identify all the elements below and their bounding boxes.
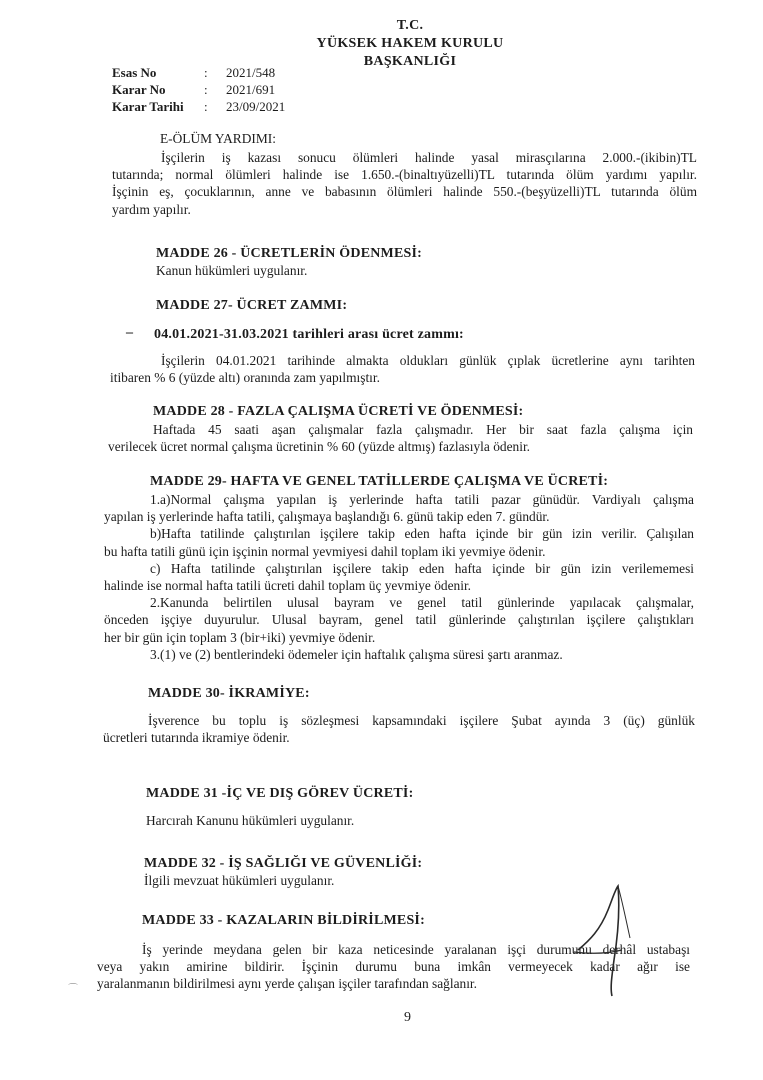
header-institution: YÜKSEK HAKEM KURULU — [316, 36, 504, 51]
meta-label: Karar No — [112, 82, 166, 97]
article-30-title: MADDE 30- İKRAMİYE: — [148, 686, 310, 701]
paragraph-line: 1.a)Normal çalışma yapılan iş yerlerinde hafta tatili pazar günüdür. Vardiyalı çalışma — [150, 492, 694, 507]
article-28-body — [108, 421, 693, 455]
meta-row-esas — [112, 64, 285, 81]
paragraph-line: ücretleri tutarında ikramiye ödenir. — [103, 730, 290, 746]
meta-row-karar-tarihi — [112, 98, 285, 115]
paragraph-line: veya yakın amirine bildirir. İşçinin durumu buna imkân vermeyecek kadar ağır ise — [97, 959, 690, 975]
paragraph-line: 2.Kanunda belirtilen ulusal bayram ve genel tatil günlerinde yapılacak çalışmalar, — [150, 595, 694, 611]
paragraph-line: İşçilerin 04.01.2021 tarihinde almakta oldukları günlük çıplak ücretlerine aynı tarihten — [161, 353, 695, 368]
article-31-title: MADDE 31 -İÇ VE DIŞ GÖREV ÜCRETİ: — [146, 786, 414, 801]
meta-value: 2021/548 — [226, 65, 276, 80]
section-e-body — [112, 149, 697, 218]
meta-colon: : — [204, 99, 208, 114]
paragraph-line: yardım yapılır. — [112, 201, 191, 217]
paragraph-line: itibaren % 6 (yüzde altı) oranında zam yapılmıştır. — [110, 370, 380, 386]
article-32-body: İlgili mevzuat hükümleri uygulanır. — [144, 873, 335, 888]
article-29-title: MADDE 29- HAFTA VE GENEL TATİLLERDE ÇALIŞMA VE ÜCRETİ: — [150, 474, 609, 489]
scan-mark: ⌒ — [68, 984, 78, 995]
article-31-body: Harcırah Kanunu hükümleri uygulanır. — [146, 813, 355, 828]
meta-colon: : — [204, 82, 208, 97]
meta-value: 2021/691 — [226, 82, 276, 97]
header-tc: T.C. — [396, 18, 424, 33]
article-28-title: MADDE 28 - FAZLA ÇALIŞMA ÜCRETİ VE ÖDENMESİ: — [153, 404, 524, 419]
paragraph-line: bu hafta tatili günü için işçinin normal yevmiyesi dahil toplam iki yevmiye ödenir. — [104, 543, 546, 559]
article-27-subtitle: 04.01.2021-31.03.2021 tarihleri arası ücret zammı: — [154, 327, 464, 342]
paragraph-line: halinde ise normal hafta tatili ücreti dahil toplam üç yevmiye ödenir. — [104, 578, 472, 594]
signature-mark — [560, 880, 670, 1000]
article-33-title: MADDE 33 - KAZALARIN BİLDİRİLMESİ: — [142, 913, 425, 928]
article-27-dash: – — [126, 325, 134, 340]
paragraph-line: 3.(1) ve (2) bentlerindeki ödemeler için haftalık çalışma süresi şartı aranmaz. — [150, 646, 563, 662]
paragraph-line: önceden işçiye duyurulur. Ulusal bayram, genel tatil günlerinde çalıştırılan işçilere çalıştıkları — [104, 612, 694, 628]
meta-label: Karar Tarihi — [112, 99, 184, 114]
paragraph-line: b)Hafta tatilinde çalıştırılan işçilere takip eden hafta içinde bir gün izin verilir. Çalışılan — [150, 526, 694, 542]
article-26-body: Kanun hükümleri uygulanır. — [156, 263, 308, 278]
paragraph-line: yapılan iş yerlerinde hafta tatili, çalışmaya başlandığı 6. günü takip eden 7. gündür. — [104, 509, 550, 525]
paragraph-line: İşçinin eş, çocuklarının, anne ve babasının ölümleri halinde 550.-(beşyüzelli)TL tutarında ölüm — [112, 184, 697, 200]
case-metadata — [112, 64, 285, 115]
article-27-title: MADDE 27- ÜCRET ZAMMI: — [156, 298, 348, 313]
article-26-title: MADDE 26 - ÜCRETLERİN ÖDENMESİ: — [156, 246, 422, 261]
article-32-title: MADDE 32 - İŞ SAĞLIĞI VE GÜVENLİĞİ: — [144, 856, 423, 871]
paragraph-line: yaralanmanın bildirilmesi aynı yerde çalışan işçiler tarafından sağlanır. — [97, 976, 478, 992]
meta-value: 23/09/2021 — [226, 99, 286, 114]
paragraph-line: her bir gün için toplam 3 (bir+iki) yevmiye ödenir. — [104, 629, 376, 645]
header-presidency: BAŞKANLIĞI — [363, 54, 457, 69]
section-e-title: E-ÖLÜM YARDIMI: — [160, 131, 276, 146]
page-number: 9 — [404, 1010, 411, 1025]
paragraph-line: c) Hafta tatilinde çalıştırılan işçilere takip eden hafta içinde bir gün izin verilememesi — [150, 560, 694, 576]
article-27-body — [110, 352, 695, 386]
paragraph-line: İşçilerin iş kazası sonucu ölümleri halinde yasal mirasçılarına 2.000.-(ikibin)TL — [161, 150, 697, 165]
paragraph-line: İşverence bu toplu iş sözleşmesi kapsamındaki işçilere Şubat ayında 3 (üç) günlük — [148, 713, 695, 728]
paragraph-line: tutarında; normal ölümleri halinde ise 1.650.-(binaltıyüzelli)TL tutarında ölüm yardımı yapılır. — [112, 167, 697, 183]
meta-colon: : — [204, 65, 208, 80]
article-29-body — [104, 491, 694, 663]
paragraph-line: verilecek ücret normal çalışma ücretinin % 60 (yüzde altmış) fazlasıyla ödenir. — [108, 439, 531, 455]
meta-row-karar — [112, 81, 285, 98]
paragraph-line: İş yerinde meydana gelen bir kaza neticesinde yaralanan işçi durumunu derhâl ustabaşı — [142, 942, 690, 957]
paragraph-line: Haftada 45 saati aşan çalışmalar fazla çalışmadır. Her bir saat fazla çalışma için — [153, 422, 693, 437]
article-30-body — [103, 712, 695, 746]
meta-label: Esas No — [112, 65, 157, 80]
